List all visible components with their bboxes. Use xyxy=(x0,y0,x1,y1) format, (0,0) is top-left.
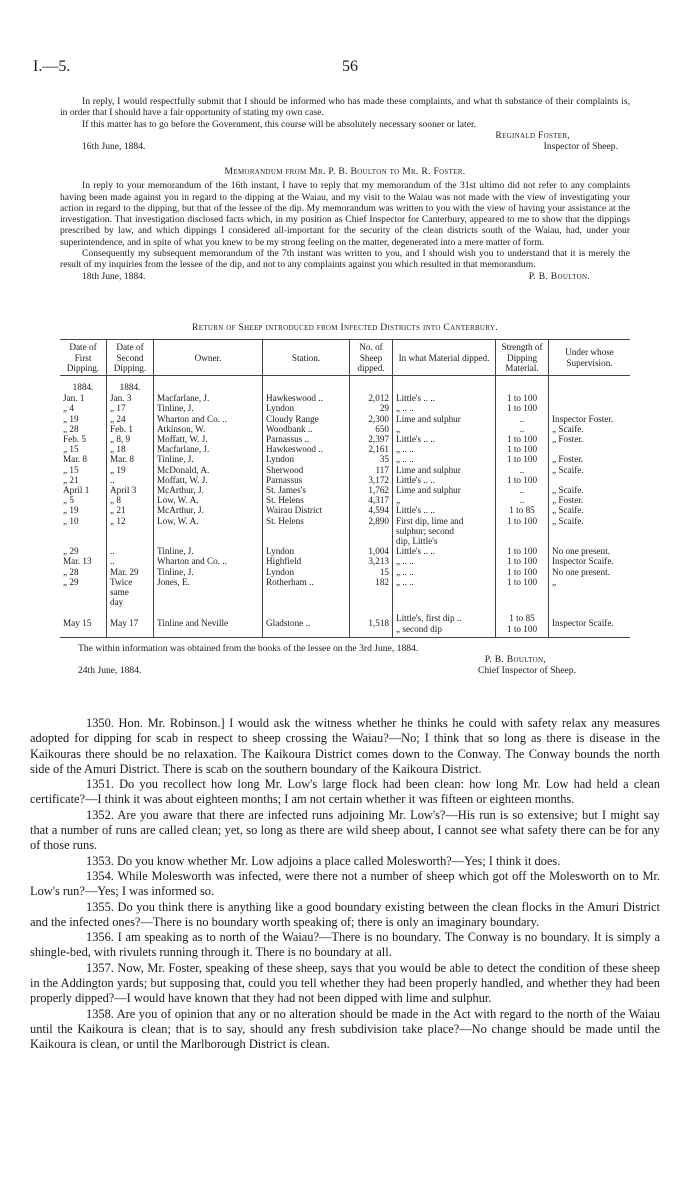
table-cell: Mar. 8 xyxy=(63,454,87,465)
memo-paragraph: In reply to your memorandum of the 16th instant, I have to reply that my memorandum of the 31st ultimo did not refer to any complaints having been made against you in regard to the dipping at the Waiau, and my visit to the Waiau was not made with the view of investigating your action in regard to the dipping, but that of the lessee of the dip. My memorandum was written to you with the view of having your assistance at the investigation. That investigation disclosed facts which, in my position as Chief Inspector for Canterbury, appeared to me to show that the dippings prescribed by law, and which dippings I considered all-important for the security of the clean districts south of the Waiau, had, under your superintendence, and in spite of what you knew to be my strong feeling on the matter, degenerated into a mere matter of form. xyxy=(60,180,630,248)
page-number: 56 xyxy=(342,58,358,75)
table-cell: „ .. .. xyxy=(393,556,496,566)
table-row xyxy=(60,556,630,566)
table-cell: McArthur, J. xyxy=(154,505,263,515)
table-cell: 1 to 100 xyxy=(496,556,549,566)
table-cell: „ 5 xyxy=(63,495,74,506)
table-cell xyxy=(549,475,631,485)
table-row xyxy=(60,424,630,434)
table-cell-line: Inspector Scaife. xyxy=(552,618,614,629)
table-cell: Jones, E. xyxy=(154,577,263,587)
table-cell: 4,594 xyxy=(350,505,393,515)
table-cell xyxy=(154,587,263,597)
col-header: Date of First Dipping. xyxy=(60,340,107,376)
table-cell-line: May 17 xyxy=(110,618,139,629)
table-cell: 1884. xyxy=(107,375,154,392)
evidence-paragraph: 1353. Do you know whether Mr. Low adjoins a place called Molesworth?—Yes; I think it does. xyxy=(86,853,561,868)
evidence-paragraph: 1356. I am speaking as to north of the Waiau?—There is no boundary. The Conway is no boundary. It is simply a shingle-bed, with rivulets running through it. There is no boundary at all. xyxy=(30,930,660,960)
table-cell xyxy=(549,403,631,413)
letter-paragraph: In reply, I would respectfully submit that I should be informed who has made these complaints, and what th substance of their complaints is, in order that I should have a fair opportunity of stating my own case. xyxy=(60,96,630,119)
table-cell xyxy=(393,587,496,597)
table-cell: Inspector Foster. xyxy=(549,414,631,424)
table-cell: 1 to 100 xyxy=(496,475,549,485)
table-row xyxy=(60,587,630,597)
table-cell xyxy=(496,597,549,607)
table-cell: Hawkeswood .. xyxy=(263,392,350,403)
col-header: Under whose Supervision. xyxy=(549,340,631,376)
table-cell: „ 21 xyxy=(63,474,79,485)
table-cell: Little's .. .. xyxy=(393,475,496,485)
table-row xyxy=(60,567,630,577)
table-cell: 2,397 xyxy=(350,434,393,444)
table-cell xyxy=(350,526,393,536)
table-row xyxy=(60,485,630,495)
table-cell: „ 12 xyxy=(107,516,154,526)
table-cell xyxy=(393,597,496,607)
table-cell: .. xyxy=(107,556,154,566)
table-cell: Rotherham .. xyxy=(263,577,350,587)
table-cell: 29 xyxy=(350,403,393,413)
table-cell: 15 xyxy=(350,567,393,577)
table-cell: Feb. 1 xyxy=(107,424,154,434)
table-cell: day xyxy=(107,597,154,607)
table-cell-line: Tinline and Neville xyxy=(157,618,229,629)
table-cell: Atkinson, W. xyxy=(154,424,263,434)
table-cell: Low, W. A. xyxy=(154,495,263,505)
table-cell-line: „ second dip xyxy=(396,623,442,634)
table-cell: 117 xyxy=(350,465,393,475)
table-cell: Lyndon xyxy=(263,403,350,413)
table-header-row xyxy=(60,340,630,376)
table-row xyxy=(60,607,630,637)
table-row xyxy=(60,577,630,587)
table-cell: Inspector Scaife. xyxy=(549,556,631,566)
table-row xyxy=(60,444,630,454)
table-cell-line: 1,518 xyxy=(368,618,389,629)
table-cell: Little's .. .. xyxy=(393,434,496,444)
table-cell: Parnassus xyxy=(263,475,350,485)
table-cell xyxy=(350,536,393,546)
table-cell xyxy=(263,607,350,637)
memo-signer: P. B. Boulton. xyxy=(528,270,590,282)
table-row xyxy=(60,536,630,546)
table-cell xyxy=(60,597,107,607)
evidence-paragraph: 1355. Do you think there is anything like a good boundary existing between the clean flocks in the Amuri District and the infected ones?—There is no boundary worth speaking of; there is only an imaginary boundary. xyxy=(30,899,660,929)
evidence-paragraph: 1351. Do you recollect how long Mr. Low's large flock had been clean: how long Mr. Low had held a clean certificate?—I think it was about eighteen months; I am not certain whether it was fifteen or eighteen months. xyxy=(30,777,660,807)
table-cell: 1 to 100 xyxy=(496,403,549,413)
table-cell: 1,762 xyxy=(350,485,393,495)
table-cell: „ Scaife. xyxy=(549,516,631,526)
table-cell: Tinline, J. xyxy=(154,546,263,556)
table-cell xyxy=(107,607,154,637)
table-cell: 1884. xyxy=(72,381,94,392)
table-row xyxy=(60,434,630,444)
table-cell: „ 28 xyxy=(63,423,79,434)
evidence-paragraph: 1357. Now, Mr. Foster, speaking of these sheep, says that you would be able to detect the condition of these sheep in the Addington yards; but supposing that, could you tell whether they had been properly handled, and whether they had been properly dipped?—I would have known that they had not been dipped with lime and sulphur. xyxy=(30,960,660,1006)
table-cell: „ Foster. xyxy=(549,495,631,505)
table-cell: 1 to 100 xyxy=(496,546,549,556)
table-cell xyxy=(549,607,631,637)
table-cell xyxy=(107,536,154,546)
table-cell: „ .. .. xyxy=(393,567,496,577)
table-cell-line: May 15 xyxy=(63,618,92,629)
table-row xyxy=(60,475,630,485)
table-cell: First dip, lime and xyxy=(393,516,496,526)
table-row xyxy=(60,546,630,556)
table-cell: .. xyxy=(496,424,549,434)
table-cell: „ 21 xyxy=(107,505,154,515)
table-cell: Tinline, J. xyxy=(154,567,263,577)
table-cell: St. James's xyxy=(263,485,350,495)
memo-title: Memorandum from Mr. P. B. Boulton to Mr. R. Foster. xyxy=(224,166,466,177)
table-cell: „ 29 xyxy=(63,576,79,587)
col-header: No. of Sheep dipped. xyxy=(350,340,393,376)
table-cell: „ 19 xyxy=(63,413,79,424)
table-cell xyxy=(60,607,107,637)
table-cell: „ .. .. xyxy=(393,454,496,464)
table-cell: Mar. 29 xyxy=(107,567,154,577)
table-cell: „ xyxy=(393,495,496,505)
table-cell: Jan. 1 xyxy=(63,393,85,404)
table-cell: .. xyxy=(107,546,154,556)
table-cell: „ 15 xyxy=(63,464,79,475)
table-body xyxy=(60,375,630,637)
table-row xyxy=(60,526,630,536)
table-cell: „ 15 xyxy=(63,444,79,455)
table-cell: Mar. 8 xyxy=(107,454,154,464)
table-cell xyxy=(60,526,107,536)
table-cell: McDonald, A. xyxy=(154,465,263,475)
table-cell: Feb. 5 xyxy=(63,433,86,444)
table-cell: 182 xyxy=(350,577,393,587)
evidence-section xyxy=(30,716,660,1053)
table-cell-line: 1 to 100 xyxy=(506,623,538,634)
table-cell: 1 to 100 xyxy=(496,577,549,587)
table-cell: St. Helens xyxy=(263,516,350,526)
table-cell: „ 8 xyxy=(107,495,154,505)
table-signer: P. B. Boulton, xyxy=(484,654,546,666)
table-cell: 2,012 xyxy=(350,392,393,403)
table-cell: .. xyxy=(496,414,549,424)
table-cell xyxy=(154,526,263,536)
table-cell: „ Foster. xyxy=(549,454,631,464)
table-footnote-block xyxy=(60,643,630,677)
table-cell xyxy=(549,526,631,536)
table-row xyxy=(60,516,630,526)
table-cell: 3,213 xyxy=(350,556,393,566)
table-cell: „ xyxy=(549,577,631,587)
table-cell: 3,172 xyxy=(350,475,393,485)
table-cell-line: Gladstone .. xyxy=(266,618,311,629)
table-cell: Highfield xyxy=(263,556,350,566)
table-row xyxy=(60,392,630,403)
table-cell: Wairau District xyxy=(263,505,350,515)
table-cell xyxy=(549,587,631,597)
table-cell xyxy=(107,526,154,536)
table-cell: „ 10 xyxy=(63,515,79,526)
letter-signer: Reginald Foster, xyxy=(495,129,570,141)
memo-paragraph: Consequently my subsequent memorandum of the 7th instant was written to you, and I should wish you to understand that it is merely the result of my inquiries from the lessee of the dip, and not to any complaints against you which resulted in that memorandum. xyxy=(60,248,630,271)
table-signer-title: Chief Inspector of Sheep. xyxy=(477,665,576,677)
table-cell: same xyxy=(107,587,154,597)
letter-date: 16th June, 1884. xyxy=(82,141,146,153)
table-cell: McArthur, J. xyxy=(154,485,263,495)
paper-reference: I.—5. xyxy=(33,58,71,75)
table-cell: 2,890 xyxy=(350,516,393,526)
table-cell xyxy=(496,536,549,546)
table-cell xyxy=(154,607,263,637)
table-cell xyxy=(393,607,496,637)
letter-signer-title: Inspector of Sheep. xyxy=(543,141,618,153)
table-cell: .. xyxy=(496,495,549,505)
table-cell: Mar. 13 xyxy=(63,556,92,567)
table-cell: 1 to 100 xyxy=(496,444,549,454)
table-cell: „ xyxy=(393,424,496,434)
table-cell: St. Helens xyxy=(263,495,350,505)
table-cell xyxy=(263,526,350,536)
table-cell: „ 28 xyxy=(63,566,79,577)
table-cell: Lime and sulphur xyxy=(393,485,496,495)
col-header: Strength of Dipping Material. xyxy=(496,340,549,376)
table-cell: Moffatt, W. J. xyxy=(154,475,263,485)
col-header: Station. xyxy=(263,340,350,376)
table-cell xyxy=(350,607,393,637)
evidence-paragraph: 1350. Hon. Mr. Robinson.] I would ask the witness whether he thinks he could with safety relax any measures adopted for dipping for scab in respect to sheep crossing the Waiau?—No; I think that so long as there is disease in the Kaikouras there should be no relaxation. The Kaikoura District comes down to the Conway. The Conway bounds the north side of the Amuri District. There is scab on the southern boundary of the Kaikoura District. xyxy=(30,716,660,776)
table-cell: Cloudy Range xyxy=(263,414,350,424)
table-cell: Twice xyxy=(107,577,154,587)
return-table xyxy=(60,339,630,637)
table-cell xyxy=(154,597,263,607)
table-cell: 2,161 xyxy=(350,444,393,454)
table-cell: 1 to 100 xyxy=(496,567,549,577)
table-cell xyxy=(263,587,350,597)
table-cell: 1 to 100 xyxy=(496,454,549,464)
table-cell: .. xyxy=(496,485,549,495)
table-cell: 1 to 100 xyxy=(496,392,549,403)
col-header: In what Material dipped. xyxy=(393,340,496,376)
table-footnote: The within information was obtained from the books of the lessee on the 3rd June, 1884. xyxy=(78,642,419,654)
table-cell: April 1 xyxy=(63,484,90,495)
table-cell: „ 18 xyxy=(107,444,154,454)
table-cell: dip, Little's xyxy=(393,536,496,546)
table-cell: Wharton and Co. .. xyxy=(154,414,263,424)
table-cell: Little's .. .. xyxy=(393,546,496,556)
evidence-paragraph: 1352. Are you aware that there are infected runs adjoining Mr. Low's?—His run is so extensive; but I might say that a number of runs are called clean; yet, so long as there are wild sheep about, I cannot see what safety there can be for any of those runs. xyxy=(30,807,660,853)
table-cell xyxy=(350,597,393,607)
col-header: Date of Second Dipping. xyxy=(107,340,154,376)
table-cell: „ .. .. xyxy=(393,444,496,454)
table-row xyxy=(60,414,630,424)
table-cell: „ 24 xyxy=(107,414,154,424)
table-cell: Jan. 3 xyxy=(107,392,154,403)
table-cell: Hawkeswood .. xyxy=(263,444,350,454)
table-row xyxy=(60,403,630,413)
evidence-paragraph: 1358. Are you of opinion that any or no alteration should be made in the Act with regard to the north of the Waiau until the Kaikoura is clean; that is to say, should any fresh subdivision take place?—No change should be made until the Kaikoura is clean, or until the Marlborough District is clean. xyxy=(30,1006,660,1052)
table-cell: „ Scaife. xyxy=(549,465,631,475)
table-cell xyxy=(263,536,350,546)
evidence-paragraph: 1354. While Molesworth was infected, were there not a number of sheep which got off the Molesworth on to Mr. Low's run?—Yes; I was informed so. xyxy=(30,868,660,899)
table-cell: Lime and sulphur xyxy=(393,465,496,475)
table-cell: 1 to 100 xyxy=(496,516,549,526)
table-cell: „ 17 xyxy=(107,403,154,413)
table-cell: sulphur; second xyxy=(393,526,496,536)
table-row xyxy=(60,454,630,464)
table-cell xyxy=(549,392,631,403)
table-cell xyxy=(496,587,549,597)
table-cell: Sherwood xyxy=(263,465,350,475)
reply-letter xyxy=(60,96,630,152)
table-cell xyxy=(60,587,107,597)
table-cell xyxy=(549,444,631,454)
table-cell: 650 xyxy=(350,424,393,434)
table-title: Return of Sheep introduced from Infected Districts into Canterbury. xyxy=(192,322,498,333)
page-header xyxy=(33,58,667,78)
table-cell: Little's .. .. xyxy=(393,392,496,403)
col-header: Owner. xyxy=(154,340,263,376)
table-cell xyxy=(154,536,263,546)
table-row xyxy=(60,597,630,607)
table-cell: Little's .. .. xyxy=(393,505,496,515)
table-cell xyxy=(549,597,631,607)
table-cell xyxy=(60,536,107,546)
table-cell: „ 4 xyxy=(63,403,74,414)
table-cell: Wharton and Co. .. xyxy=(154,556,263,566)
table-cell xyxy=(549,536,631,546)
table-cell xyxy=(263,597,350,607)
table-date: 24th June, 1884. xyxy=(78,665,142,677)
table-cell xyxy=(350,587,393,597)
table-cell: „ .. .. xyxy=(393,577,496,587)
letter-paragraph: If this matter has to go before the Government, this course will be absolutely necessary sooner or later. xyxy=(82,118,477,130)
table-cell: „ Scaife. xyxy=(549,505,631,515)
table-cell xyxy=(496,607,549,637)
table-cell: Moffatt, W. J. xyxy=(154,434,263,444)
table-cell-line: 1 to 85 xyxy=(509,613,535,624)
table-cell: No one present. xyxy=(549,567,631,577)
table-cell xyxy=(496,526,549,536)
return-section xyxy=(60,322,630,677)
table-cell: „ 19 xyxy=(63,505,79,516)
table-cell: „ .. .. xyxy=(393,403,496,413)
table-cell: .. xyxy=(107,475,154,485)
table-cell: .. xyxy=(496,465,549,475)
memo-date: 18th June, 1884. xyxy=(82,270,146,282)
table-row xyxy=(60,375,630,392)
table-cell: April 3 xyxy=(107,485,154,495)
table-cell: 1 to 85 xyxy=(496,505,549,515)
table-cell: Tinline, J. xyxy=(154,403,263,413)
table-cell: 35 xyxy=(350,454,393,464)
table-cell: „ 8, 9 xyxy=(107,434,154,444)
table-cell: Woodbank .. xyxy=(263,424,350,434)
table-row xyxy=(60,465,630,475)
table-cell: Parnassus .. xyxy=(263,434,350,444)
table-cell: „ 19 xyxy=(107,465,154,475)
table-cell: Low, W. A. xyxy=(154,516,263,526)
table-cell: Lyndon xyxy=(263,454,350,464)
table-cell: „ Scaife. xyxy=(549,424,631,434)
table-cell: „ Foster. xyxy=(549,434,631,444)
table-cell: Lyndon xyxy=(263,546,350,556)
table-cell: Macfarlane, J. xyxy=(154,392,263,403)
table-cell: „ Scaife. xyxy=(549,485,631,495)
table-cell-line: Little's, first dip .. xyxy=(396,613,462,624)
table-cell: Lime and sulphur xyxy=(393,414,496,424)
table-cell: 2,300 xyxy=(350,414,393,424)
table-cell: Tinline, J. xyxy=(154,454,263,464)
table-cell: Macfarlane, J. xyxy=(154,444,263,454)
table-row xyxy=(60,505,630,515)
table-cell: „ 29 xyxy=(63,546,79,557)
table-cell: No one present. xyxy=(549,546,631,556)
table-cell: Lyndon xyxy=(263,567,350,577)
table-row xyxy=(60,495,630,505)
memorandum xyxy=(60,166,630,282)
table-cell: 4,317 xyxy=(350,495,393,505)
table-cell: 1 to 100 xyxy=(496,434,549,444)
table-cell: 1,004 xyxy=(350,546,393,556)
